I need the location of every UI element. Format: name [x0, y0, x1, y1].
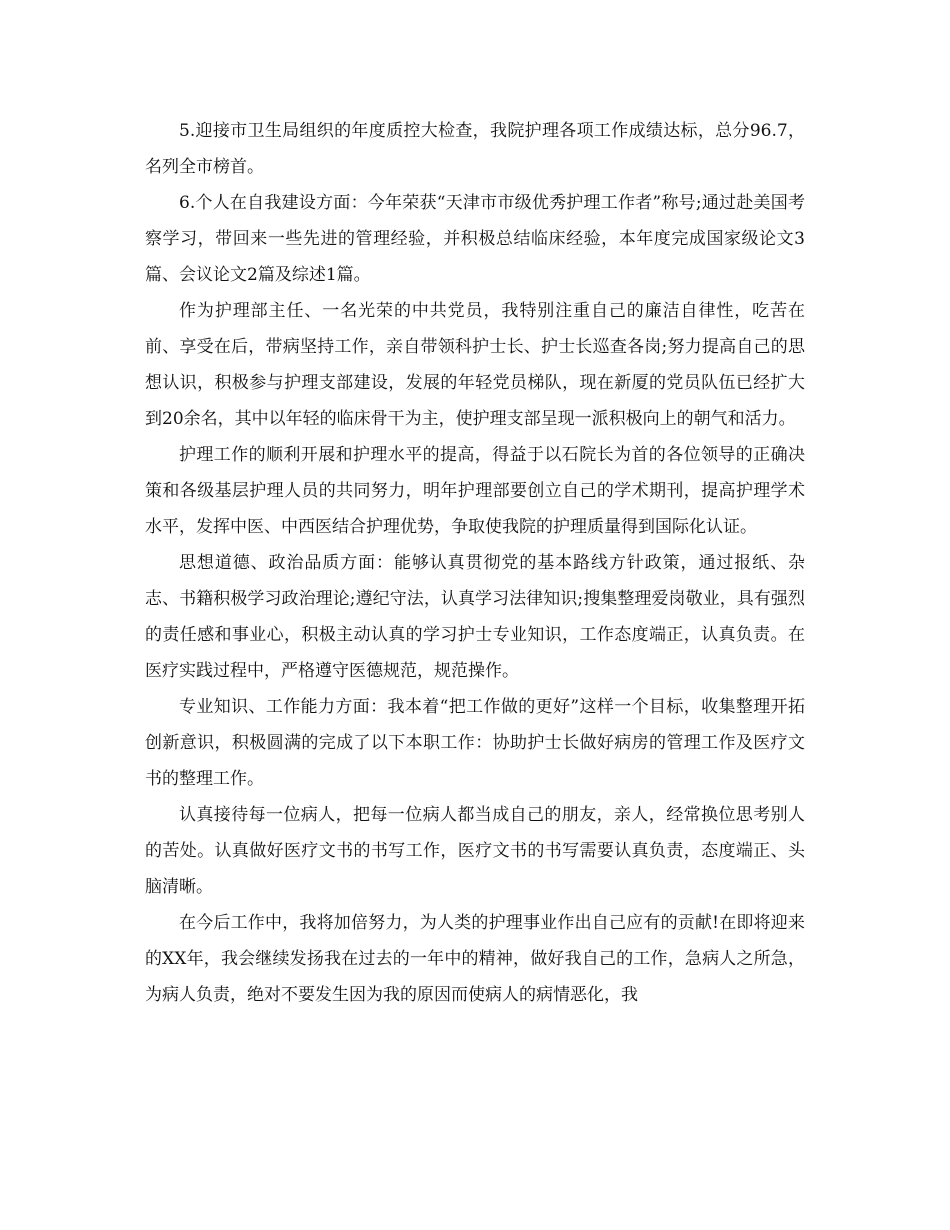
paragraph-party-member: 作为护理部主任、一名光荣的中共党员，我特别注重自己的廉洁自律性，吃苦在前、享受在后，带病坚持工作，亲自带领科护士长、护士长巡查各岗;努力提高自己的思想认识，积极参与护理支部建设，发展的年轻党员梯队，现在新厦的党员队伍已经扩大到20余名，其中以年轻的临床骨干为主，使护理支部呈现一派积极向上的朝气和活力。: [145, 301, 805, 429]
paragraph-leadership-thanks: 护理工作的顺利开展和护理水平的提高，得益于以石院长为首的各位领导的正确决策和各级基层护理人员的共同努力，明年护理部要创立自己的学术期刊，提高护理学术水平，发挥中医、中西医结合护理优势，争取使我院的护理质量得到国际化认证。: [145, 445, 805, 537]
paragraph-professional-ability: 专业知识、工作能力方面：我本着“把工作做的更好”这样一个目标，收集整理开拓创新意识，积极圆满的完成了以下本职工作：协助护士长做好病房的管理工作及医疗文书的整理工作。: [145, 697, 805, 789]
paragraph-moral-quality: 思想道德、政治品质方面：能够认真贯彻党的基本路线方针政策，通过报纸、杂志、书籍积极学习政治理论;遵纪守法，认真学习法律知识;搜集整理爱岗敬业，具有强烈的责任感和事业心，积极主动认真的学习护士专业知识，工作态度端正，认真负责。在医疗实践过程中，严格遵守医德规范，规范操作。: [145, 553, 805, 681]
paragraph-future-work: 在今后工作中，我将加倍努力，为人类的护理事业作出自己应有的贡献!在即将迎来的XX年，我会继续发扬我在过去的一年中的精神，做好我自己的工作，急病人之所急，为病人负责，绝对不要发生因为我的原因而使病人的病情恶化，我: [145, 913, 805, 1005]
document-page: [145, 113, 805, 1013]
paragraph-patient-care: 认真接待每一位病人，把每一位病人都当成自己的朋友，亲人，经常换位思考别人的苦处。认真做好医疗文书的书写工作，医疗文书的书写需要认真负责，态度端正、头脑清晰。: [145, 805, 805, 897]
paragraph-self-development: 6.个人在自我建设方面：今年荣获“天津市市级优秀护理工作者”称号;通过赴美国考察学习，带回来一些先进的管理经验，并积极总结临床经验，本年度完成国家级论文3篇、会议论文2篇及综述1篇。: [145, 193, 805, 285]
paragraph-quality-inspection: 5.迎接市卫生局组织的年度质控大检查，我院护理各项工作成绩达标，总分96.7，名列全市榜首。: [145, 121, 805, 177]
